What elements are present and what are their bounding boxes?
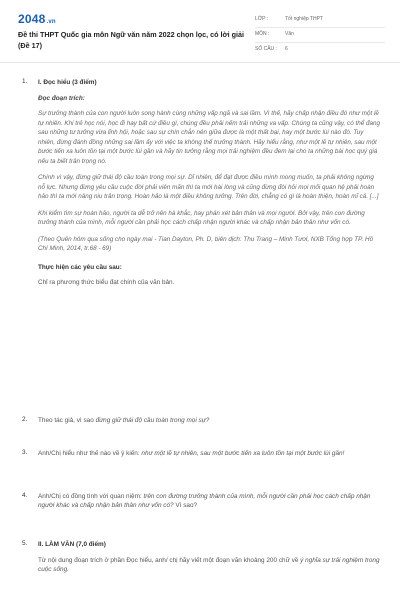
exam-meta [255,13,385,57]
passage-paragraph: Khi kiểm tìm sự hoàn hảo, người ta dễ trở nên hà khắc, hay phán xét bản thân và mọi người. Bởi vậy, trên con đường trưởng thành của mình, mỗi người cần phải học cách chấp nhận người khác và chấp nhận bản thân như vốn có. [38,209,365,226]
question-text: Anh/Chị có đồng tình với quan niệm: [38,493,144,500]
question-text: Chỉ ra phương thức biểu đạt chính của văn bản. [38,278,175,286]
question-body [38,449,382,458]
section-heading: I. Đọc hiểu (3 điểm) [38,79,97,86]
question-emphasis: như một lẽ tự nhiên, sau một bước tiến xa luôn tồn tại một bước lùi gần! [141,450,345,457]
logo-main: 2048 [18,12,46,26]
meta-label: LỚP : [255,16,269,22]
meta-label: SỐ CÂU : [255,46,277,52]
meta-value: Tốt nghiệp THPT [285,16,323,22]
question-body [38,78,382,287]
meta-value: Văn [285,31,294,37]
question-text: Anh/Chị hiểu như thế nào về ý kiến: [38,450,142,457]
question-text: Theo tác giả, vì sao [38,417,96,424]
logo-suffix: .vn [46,19,56,25]
question-body [38,540,382,574]
meta-label: MÔN : [255,31,270,37]
question-emphasis: ý nghĩa sự trải nghiệm trong cuộc sống. [38,557,380,573]
question-body [38,492,382,510]
question-text-main: Từ nội dung đoạn trích ở phần Đọc hiểu, anh/ chị hãy viết một đoạn văn khoảng 200 chữ về [38,557,301,564]
meta-row-subject [255,28,385,43]
task-label: Thực hiện các yêu cầu sau: [38,263,122,271]
question-emphasis: đừng giữ thái độ cầu toàn trong mọi sự? [95,417,210,424]
question-number: 3. [22,449,28,456]
passage-label: Đọc đoạn trích: [38,95,85,102]
meta-row-class [255,13,385,28]
question-text [38,556,382,574]
section-heading: II. LÀM VĂN (7,0 điểm) [38,541,106,548]
meta-row-count [255,43,385,57]
exam-title: Đề thi THPT Quốc gia môn Ngữ văn năm 2022 chọn lọc, có lời giải (Đề 17) [18,30,244,50]
header [0,0,400,63]
passage-paragraph: Sự trưởng thành của con người luôn song hành cùng những vấp ngã và sai lầm. Vì thế, hãy chấp nhận điều đó như một lẽ tự nhiên. Khi trẻ học nói, học đi hay bất cứ điều gì, chúng đều phải nếm trải những va vấp. Chúng ta cũng vậy, có thể đang sau những tư tưởng vừa lĩnh hội, hoặc sau sự chín chắn nên giữa được là một thất bại, hay một bước lùi nào đó. Tuy nhiên, đừng đánh đồng những sai lầm ấy với việc ta không thể trưởng thành. Hãy hiểu rằng, như một lẽ tự nhiên, sau một bước tiến xa luôn tồn tại một bước lùi gần và hãy tin tưởng rằng mọi trải nghiệm đều đem lại cho ta những bài học quý giá nếu ta biết trân trọng nó. [38,110,380,165]
question-number: 2. [22,416,28,423]
question-number: 5. [22,540,28,547]
site-logo[interactable] [18,12,56,26]
question-suffix: Vì sao? [173,502,198,509]
passage-paragraph: Chính vì vậy, đừng giữ thái độ cầu toàn trong mọi sự. Dĩ nhiên, để đạt được điều mình mong muốn, ta phải không ngừng nỗ lực. Nhưng đừng yêu cầu cuộc đời phải viên mãn thì ta mới hài lòng và cũng đừng đòi hỏi mọi mối quan hệ phải hoàn hảo thì ta mới nâng niu trân trọng. Hoàn hảo là một điều không tưởng. Trên đời, chẳng có gì là hoàn thiện, hoàn mĩ cả. [...] [38,174,379,200]
question-number: 4. [22,492,28,499]
question-body [38,416,382,425]
passage-citation: (Theo Quên hôm qua sống cho ngày mai - Tian Dayton, Ph. D, biên dịch: Thu Trang – Minh Tươi, NXB Tổng hợp TP. Hồ Chí Minh, 2014, tr.68 - 69) [38,235,374,252]
meta-value: 6 [285,46,288,52]
question-emphasis: trên con đường trưởng thành của mình, mỗi người cần phải học cách chấp nhận người khác và chấp nhận bản thân như vốn có? [38,493,371,509]
question-number: 1. [22,78,28,85]
